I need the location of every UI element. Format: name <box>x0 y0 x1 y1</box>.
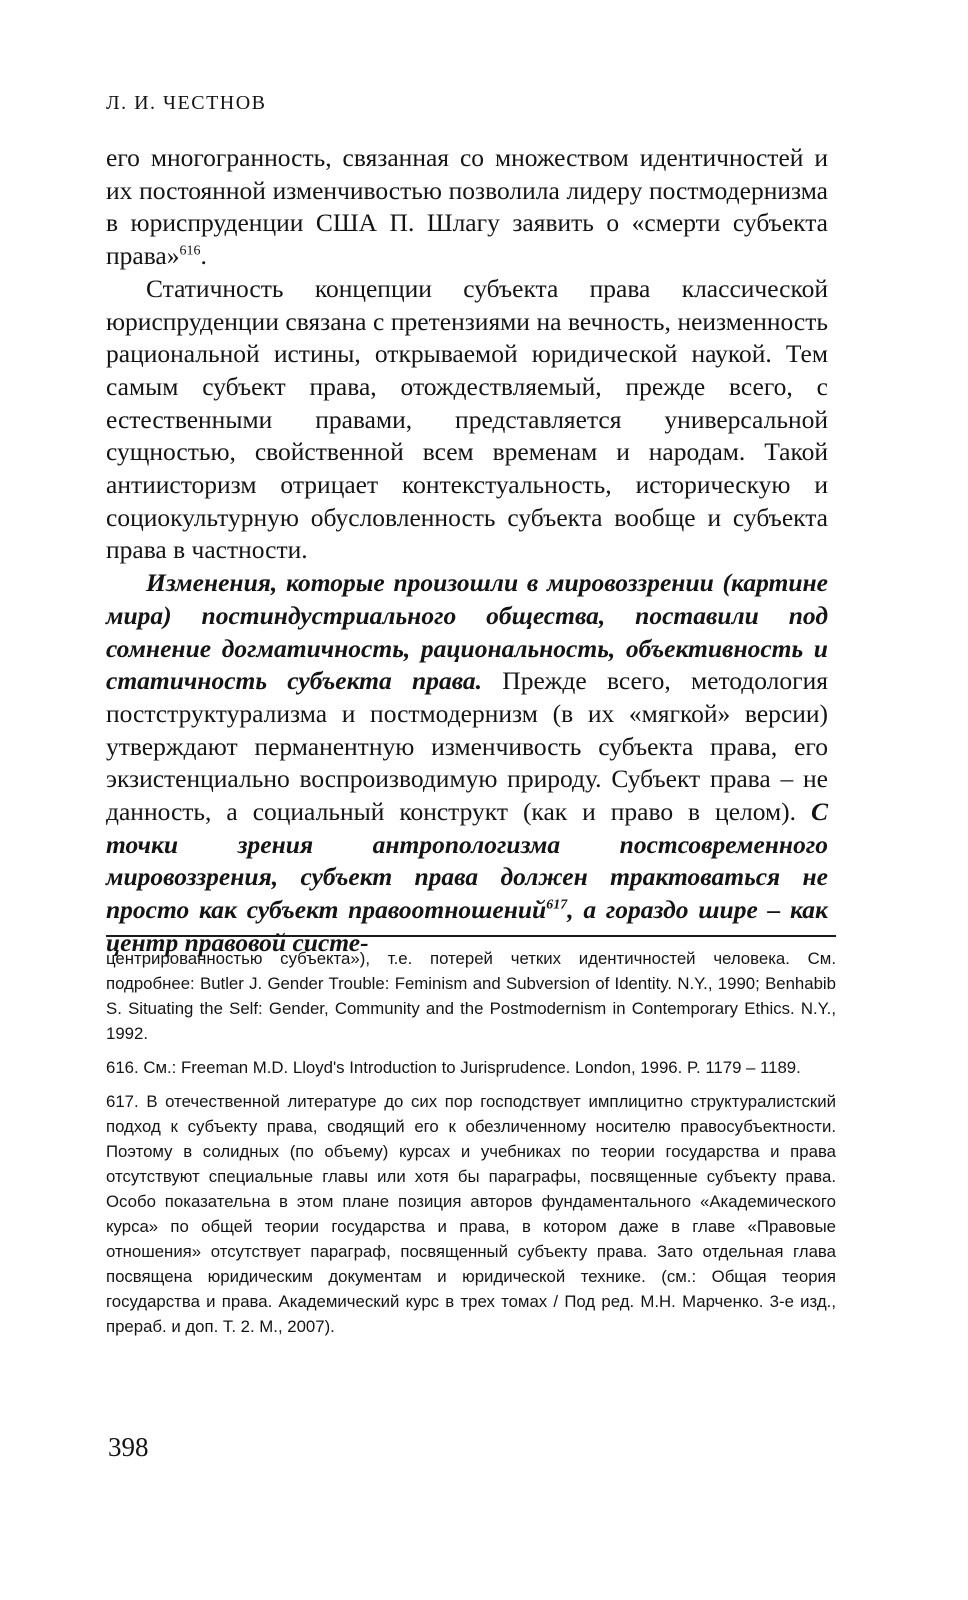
emphasis-text-1: Изменения, которые произошли в мировоззрении (картине мира) постиндустриального общества, поставили под сомнение догматичность, рациональность, объективность и статичность субъекта права. <box>106 568 828 696</box>
footnote-617: 617. В отечественной литературе до сих пор господствует имплицитно структуралистский подход к субъекту права, сводящий его к обезличенному носителю правосубъектности. Поэтому в солидных (по объему) курсах и учебниках по теории государства и права отсутствуют специальные главы или хотя бы параграфы, посвященные субъекту права. Особо показательна в этом плане позиция авторов фундаментального «Академического курса» по общей теории государства и права, в котором даже в главе «Правовые отношения» отсутствует параграф, посвященный субъекту права. Зато отдельная глава посвящена юридическим документам и юридической технике. (см.: Общая теория государства и права. Академический курс в трех томах / Под ред. М.Н. Марченко. 3-е изд., прераб. и доп. Т. 2. М., 2007). <box>106 1092 836 1336</box>
main-text <box>106 142 828 960</box>
footnote-616: 616. См.: Freeman M.D. Lloyd's Introduction to Jurisprudence. London, 1996. P. 1179 – 1189. <box>106 1058 801 1077</box>
footnote-separator <box>106 935 836 937</box>
page-number: 398 <box>108 1432 149 1462</box>
paragraph-2: Статичность концепции субъекта права классической юриспруденции связана с претензиями на вечность, неизменность рациональной истины, открываемой юридической наукой. Тем самым субъект права, отождествляемый, прежде всего, с естественными правами, представляется универсальной сущностью, свойственной всем временам и народам. Такой антиисторизм отрицает контекстуальность, историческую и социокультурную обусловленность субъекта вообще и субъекта права в частности. <box>106 273 828 565</box>
footnotes <box>106 946 836 1348</box>
footnote-ref-616: 616 <box>179 243 201 259</box>
running-head: Л. И. ЧЕСТНОВ <box>106 92 267 114</box>
emphasis-text-3: , а гораздо шире – как центр правовой систе- <box>106 895 828 957</box>
emphasis-text-2: С точки зрения антропологизма постсовременного мировоззрения, субъект права должен трактоваться не просто как субъект правоотношений <box>106 797 828 925</box>
paragraph-1 <box>106 142 828 273</box>
footnote-ref-617: 617 <box>546 897 568 913</box>
paragraph-3 <box>106 567 828 959</box>
footnote-continued: центрированностью субъекта»), т.е. потерей четких идентичностей человека. См. подробнее: Butler J. Gender Trouble: Feminism and Subversion of Identity. N.Y., 1990; Benhabib S. Situating the Self: Gender, Community and the Postmodernism in Contemporary Ethics. N.Y., 1992. <box>106 949 836 1043</box>
paragraph-1-text: его многогранность, связанная со множеством идентичностей и их постоянной изменчивостью позволила лидеру постмодернизма в юриспруденции США П. Шлагу заявить о «смерти субъекта права» <box>106 143 828 271</box>
paragraph-3-text: Прежде всего, методология постструктурализма и постмодернизм (в их «мягкой» версии) утверждают перманентную изменчивость субъекта права, его экзистенциально воспроизводимую природу. Субъект права – не данность, а социальный конструкт (как и право в целом). <box>106 666 828 827</box>
paragraph-1-end: . <box>200 241 207 271</box>
